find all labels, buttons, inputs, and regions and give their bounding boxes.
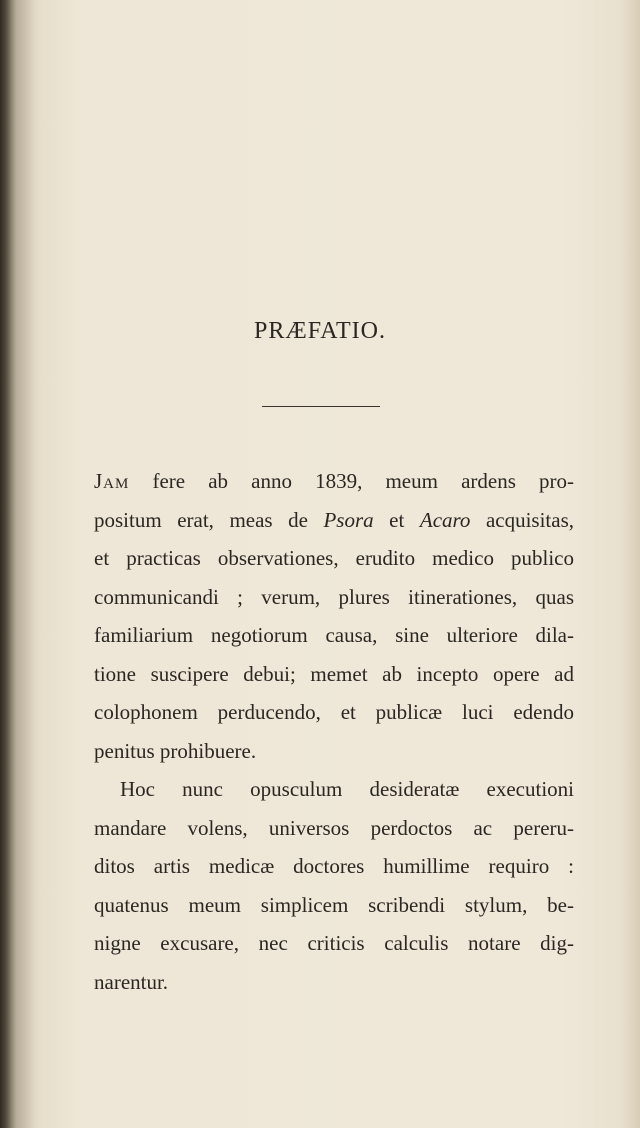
line-text: acquisitas,: [470, 507, 575, 532]
line-text: et: [373, 507, 420, 532]
italic-term-acaro: Acaro: [419, 507, 471, 532]
text-line: communicandi ; verum, plures itinerationes, quas: [94, 584, 574, 609]
text-line: mandare volens, universos perdoctos ac pereru-: [94, 815, 574, 840]
text-line: ditos artis medicæ doctores humillime requiro :: [94, 854, 574, 878]
text-line: quatenus meum simplicem scribendi stylum, be-: [94, 892, 574, 917]
text-line: [94, 462, 574, 501]
text-line: narentur.: [94, 969, 169, 994]
text-line: nigne excusare, nec criticis calculis notare dig-: [94, 931, 574, 955]
heading-rule: [262, 406, 380, 407]
paragraph-1: [94, 462, 574, 770]
italic-term-psora: Psora: [323, 507, 374, 532]
page-heading: PRÆFATIO.: [254, 318, 386, 344]
text-line: et practicas observationes, erudito medico publico: [94, 546, 574, 570]
text-line: [94, 501, 574, 540]
text-line: familiarium negotiorum causa, sine ulteriore dila-: [94, 623, 574, 647]
text-line: penitus prohibuere.: [94, 738, 257, 763]
line-text: positum erat, meas de: [94, 507, 324, 532]
paragraph-2: [94, 770, 574, 1001]
text-line: tione suscipere debui; memet ab incepto opere ad: [94, 661, 574, 686]
lead-word: Jam: [94, 469, 130, 493]
text-line: Hoc nunc opusculum desideratæ executioni: [120, 777, 574, 801]
text-line: colophonem perducendo, et publicæ luci edendo: [94, 700, 574, 724]
gutter-shadow: [0, 0, 40, 1128]
preface-text: [94, 462, 574, 1001]
line-text: fere ab anno 1839, meum ardens pro-: [129, 469, 574, 493]
